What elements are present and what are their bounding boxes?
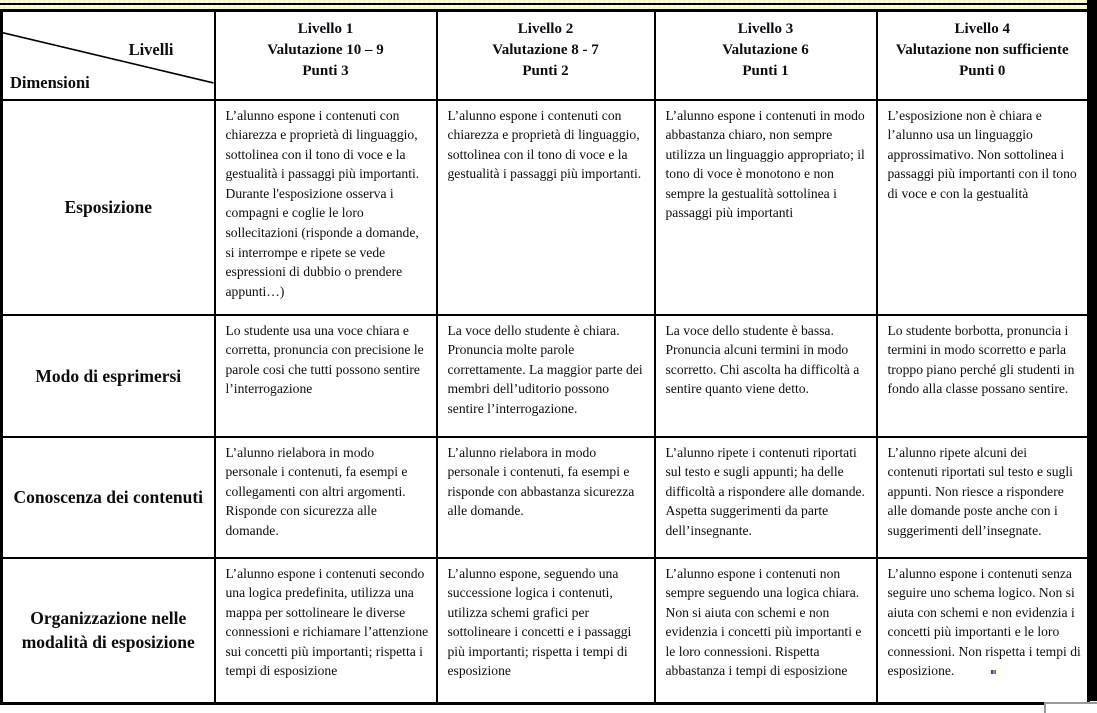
level-title: Livello 3: [737, 21, 794, 37]
level-punti: Punti 3: [302, 63, 349, 79]
rubric-cell: L’alunno espone i contenuti senza seguire uno schema logico. Non si aiuta con schemi e non evidenzia i concetti più importanti e le loro connessioni. Non rispetta i tempi di esposizione.: [877, 558, 1089, 704]
rubric-cell: L’esposizione non è chiara e l’alunno usa un linguaggio approssimativo. Non sottolinea i passaggi più importanti con il tono di voce e con la gestualità: [877, 100, 1089, 315]
header-livello-2: [437, 11, 655, 100]
level-title: Livello 1: [297, 21, 354, 37]
rubric-cell: L’alunno espone i contenuti secondo una logica predefinita, utilizza una mappa per sottolineare le diverse connessioni e richiamare l’attenzione sui concetti più importanti; rispetta i tempi di esposizione: [215, 558, 437, 704]
bottom-right-corner-box: [1044, 702, 1097, 713]
rubric-cell: L’alunno rielabora in modo personale i contenuti, fa esempi e collegamenti con altri argomenti. Risponde con sicurezza alle domande.: [215, 437, 437, 558]
rubric-cell: L’alunno espone i contenuti in modo abbastanza chiaro, non sempre utilizza un linguaggio appropriato; il tono di voce è monotono e non sempre la gestualità sottolinea i passaggi più importanti: [655, 100, 877, 315]
level-punti: Punti 2: [522, 63, 569, 79]
header-livello-1: [215, 11, 437, 100]
header-livello-4: [877, 11, 1089, 100]
row-esposizione: [2, 100, 1089, 315]
corner-cell-dimensioni-livelli: [2, 11, 215, 100]
header-row: [2, 11, 1089, 100]
corner-label-dimensioni: Dimensioni: [10, 72, 90, 92]
level-punti: Punti 0: [959, 63, 1006, 79]
row-label-esposizione: Esposizione: [2, 100, 215, 315]
row-label-conoscenza-dei-contenuti: Conoscenza dei contenuti: [2, 437, 215, 558]
top-chrome-strip: [0, 0, 1097, 9]
cut-off-red-text-fragment: [83, 0, 167, 7]
tiny-artifact-mark: [991, 670, 996, 674]
rubric-cell: Lo studente usa una voce chiara e corretta, pronuncia con precisione le parole cosi che tutti possono sentire l’interrogazione: [215, 315, 437, 437]
level-title: Livello 4: [954, 21, 1010, 37]
rubric-cell: L’alunno espone, seguendo una successione logica i contenuti, utilizza schemi grafici per sottolineare i concetti e i passaggi più importanti; rispetta i tempi di esposizione: [437, 558, 655, 704]
row-modo-di-esprimersi: [2, 315, 1089, 437]
row-label-organizzazione: Organizzazione nelle modalità di esposizione: [2, 558, 215, 704]
rubric-cell: L’alunno espone i contenuti non sempre seguendo una logica chiara. Non si aiuta con schemi e non evidenzia i concetti più importanti e le loro connessioni. Rispetta abbastanza i tempi di esposizione: [655, 558, 877, 704]
level-valutazione: Valutazione 8 - 7: [492, 42, 599, 58]
rubric-cell: L’alunno espone i contenuti con chiarezza e proprietà di linguaggio, sottolinea con il tono di voce e la gestualità i passaggi più importanti.: [437, 100, 655, 315]
rubric-cell: Lo studente borbotta, pronuncia i termini in modo scorretto e parla troppo piano perché gli studenti in fondo alla classe possano sentire.: [877, 315, 1089, 437]
level-valutazione: Valutazione 10 – 9: [267, 42, 384, 58]
evaluation-rubric-table: [0, 9, 1090, 705]
right-black-band: [1087, 0, 1097, 701]
rubric-cell: La voce dello studente è bassa. Pronuncia alcuni termini in modo scorretto. Chi ascolta ha difficoltà a sentire quanto viene detto.: [655, 315, 877, 437]
rubric-cell: L’alunno rielabora in modo personale i contenuti, fa esempi e risponde con abbastanza sicurezza alle domande.: [437, 437, 655, 558]
corner-label-livelli: Livelli: [128, 40, 174, 59]
rubric-cell: L’alunno ripete i contenuti riportati sul testo e sugli appunti; ha delle difficoltà a rispondere alle domande. Aspetta suggerimenti da parte dell’insegnante.: [655, 437, 877, 558]
row-conoscenza-dei-contenuti: [2, 437, 1089, 558]
row-label-modo-di-esprimersi: Modo di esprimersi: [2, 315, 215, 437]
level-title: Livello 2: [517, 21, 574, 37]
level-valutazione: Valutazione 6: [722, 42, 809, 58]
rubric-cell: La voce dello studente è chiara. Pronuncia molte parole correttamente. La maggior parte dei membri dell’uditorio possono sentire l’interrogazione.: [437, 315, 655, 437]
row-organizzazione: [2, 558, 1089, 704]
rubric-cell: L’alunno ripete alcuni dei contenuti riportati sul testo e sugli appunti. Non riesce a rispondere alle domande poste anche con i suggerimenti dell’insegnate.: [877, 437, 1089, 558]
level-punti: Punti 1: [742, 63, 789, 79]
header-livello-3: [655, 11, 877, 100]
rubric-cell: L’alunno espone i contenuti con chiarezza e proprietà di linguaggio, sottolinea con il tono di voce e la gestualità i passaggi più importanti. Durante l'esposizione osserva i compagni e coglie le loro sollecitazioni (risponde a domande, si interrompe e ripete se vede espressioni di dubbio o prendere appunti…): [215, 100, 437, 315]
level-valutazione: Valutazione non sufficiente: [895, 42, 1069, 58]
